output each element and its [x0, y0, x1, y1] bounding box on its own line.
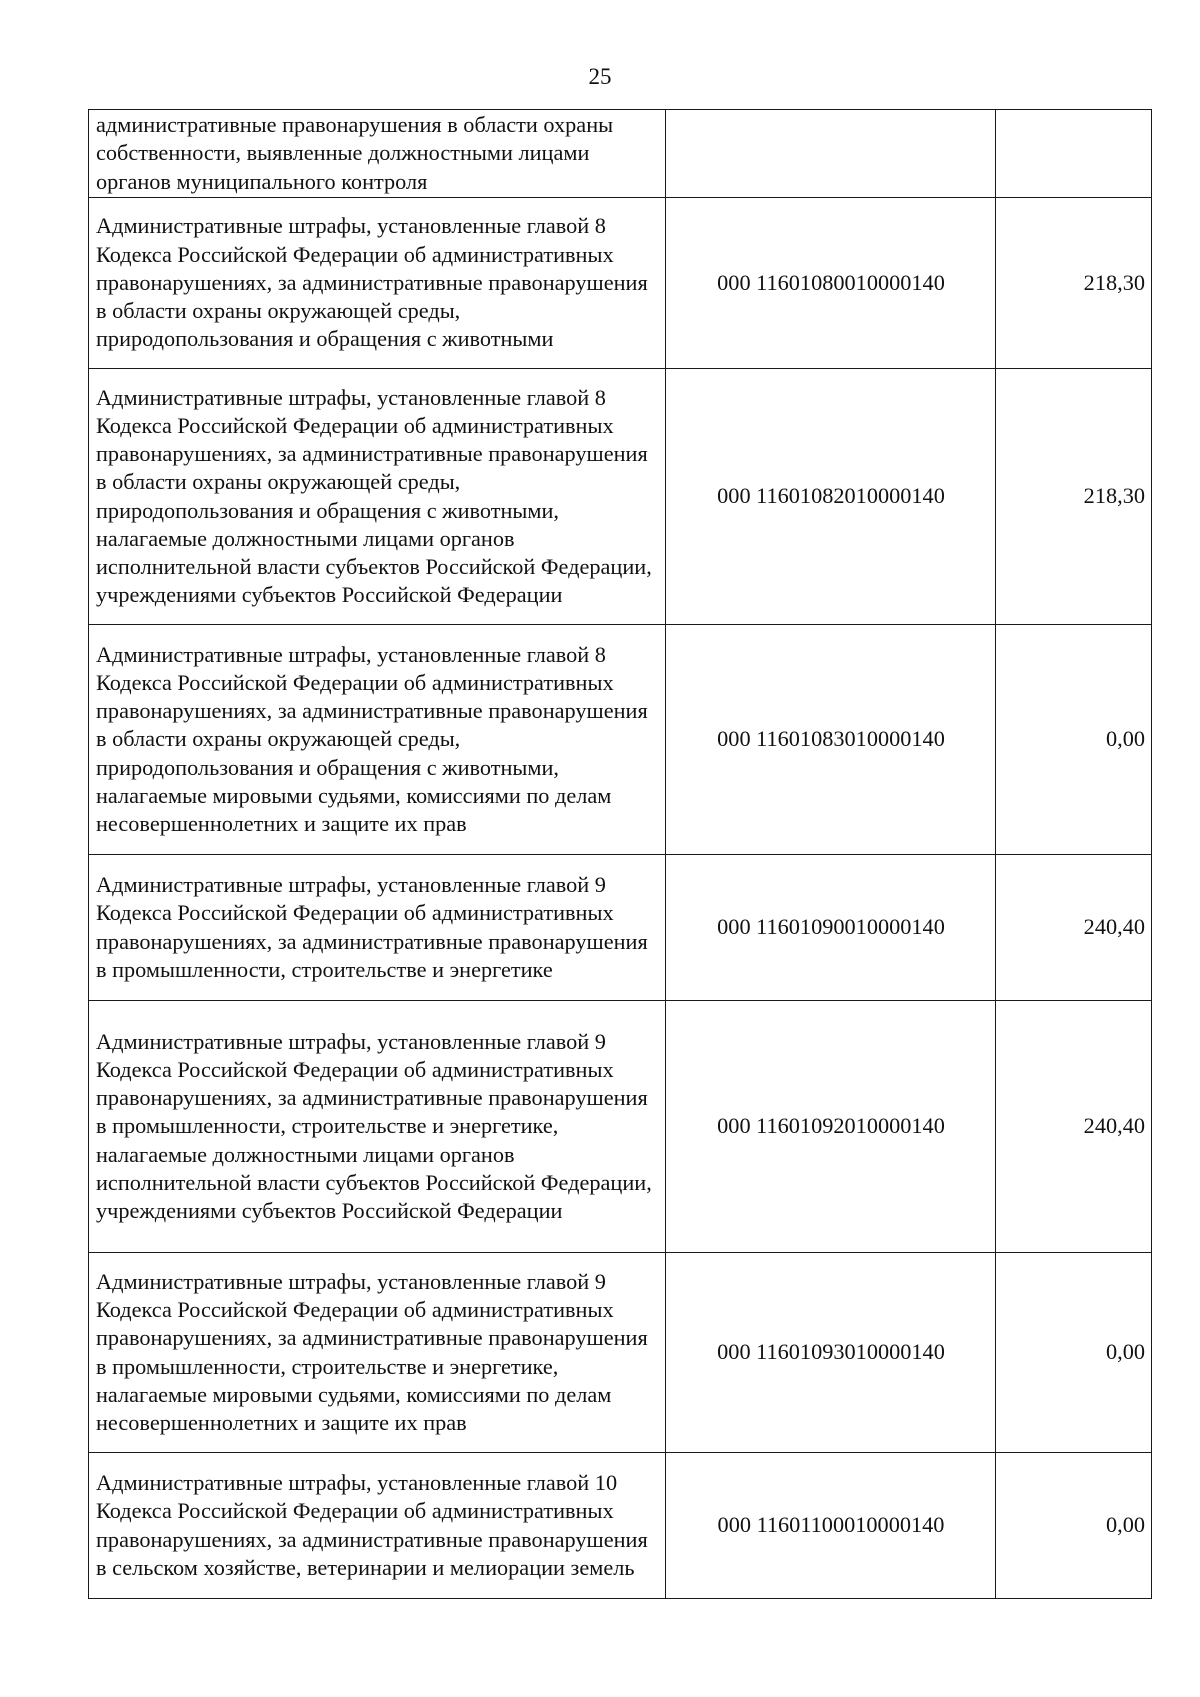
row-code: 000 11601082010000140 — [666, 369, 996, 625]
revenue-table — [88, 109, 1152, 1599]
row-description-text: Административные штрафы, установленные главой 9 Кодекса Российской Федерации об административных правонарушениях, за административные правонарушения в промышленности, строительстве и энергетике — [96, 872, 648, 982]
row-code: 000 11601093010000140 — [666, 1253, 996, 1453]
row-amount: 240,40 — [996, 1001, 1152, 1253]
row-code — [666, 110, 996, 198]
row-description — [89, 625, 666, 855]
row-description — [89, 1253, 666, 1453]
row-description — [89, 198, 666, 369]
row-amount: 0,00 — [996, 1253, 1152, 1453]
row-amount: 218,30 — [996, 369, 1152, 625]
row-description-text: административные правонарушения в области охраны собственности, выявленные должностными лицами органов муниципального контроля — [96, 112, 614, 194]
table-row — [89, 369, 1152, 625]
row-description — [89, 369, 666, 625]
row-code: 000 11601100010000140 — [666, 1453, 996, 1599]
row-code: 000 11601090010000140 — [666, 855, 996, 1001]
row-amount: 218,30 — [996, 198, 1152, 369]
row-amount — [996, 110, 1152, 198]
row-description-text: Административные штрафы, установленные главой 9 Кодекса Российской Федерации об административных правонарушениях, за административные правонарушения в промышленности, строительстве и энергетике, налагаемые должностными лицами органов исполнительной власти субъектов Российской Федерации, учреждениями субъектов Российской Федерации — [96, 1028, 652, 1223]
row-description — [89, 1453, 666, 1599]
row-code: 000 11601092010000140 — [666, 1001, 996, 1253]
row-description — [89, 110, 666, 198]
row-description — [89, 1001, 666, 1253]
row-description — [89, 855, 666, 1001]
row-amount: 0,00 — [996, 625, 1152, 855]
row-description-text: Административные штрафы, установленные главой 8 Кодекса Российской Федерации об административных правонарушениях, за административные правонарушения в области охраны окружающей среды, природопользования и обращения с животными, налагаемые должностными лицами органов исполнительной власти субъектов Российской Федерации, учреждениями субъектов Российской Федерации — [96, 384, 652, 608]
table-row — [89, 855, 1152, 1001]
row-description-text: Административные штрафы, установленные главой 8 Кодекса Российской Федерации об административных правонарушениях, за административные правонарушения в области охраны окружающей среды, природопользования и обращения с животными — [96, 213, 648, 352]
table-row — [89, 1253, 1152, 1453]
row-code: 000 11601083010000140 — [666, 625, 996, 855]
row-description-text: Административные штрафы, установленные главой 9 Кодекса Российской Федерации об административных правонарушениях, за административные правонарушения в промышленности, строительстве и энергетике, налагаемые мировыми судьями, комиссиями по делам несовершеннолетних и защите их прав — [96, 1268, 648, 1435]
table-row — [89, 198, 1152, 369]
table-row — [89, 1453, 1152, 1599]
table-row — [89, 1001, 1152, 1253]
page-number: 25 — [588, 64, 612, 89]
row-description-text: Административные штрафы, установленные главой 10 Кодекса Российской Федерации об административных правонарушениях, за административные правонарушения в сельском хозяйстве, ветеринарии и мелиорации земель — [96, 1470, 648, 1580]
row-amount: 240,40 — [996, 855, 1152, 1001]
row-amount: 0,00 — [996, 1453, 1152, 1599]
table-row — [89, 110, 1152, 198]
row-description-text: Административные штрафы, установленные главой 8 Кодекса Российской Федерации об административных правонарушениях, за административные правонарушения в области охраны окружающей среды, природопользования и обращения с животными, налагаемые мировыми судьями, комиссиями по делам несовершеннолетних и защите их прав — [96, 641, 648, 836]
row-code: 000 11601080010000140 — [666, 198, 996, 369]
table-row — [89, 625, 1152, 855]
